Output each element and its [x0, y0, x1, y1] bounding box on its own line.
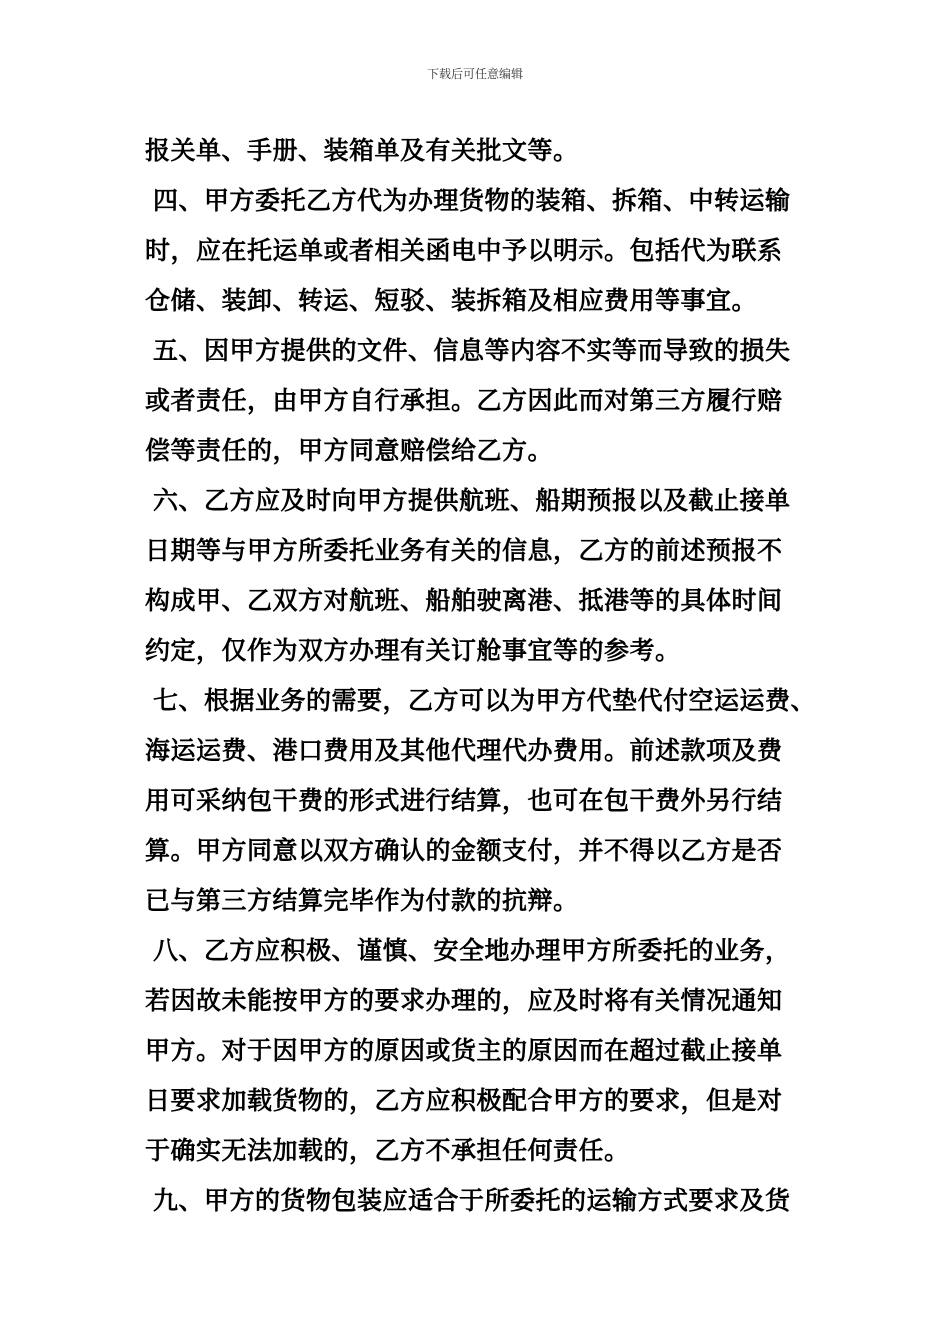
text-line: 约定，仅作为双方办理有关订舱事宜等的参考。 — [145, 636, 681, 665]
text-line: 用可采纳包干费的形式进行结算，也可在包干费外另行结 — [145, 786, 783, 815]
clause-start-line: 四、甲方委托乙方代为办理货物的装箱、拆箱、中转运输 — [153, 186, 791, 215]
text-line: 仓储、装卸、转运、短驳、装拆箱及相应费用等事宜。 — [145, 286, 758, 315]
text-line: 报关单、手册、装箱单及有关批文等。 — [145, 136, 579, 165]
text-line: 算。甲方同意以双方确认的金额支付，并不得以乙方是否 — [145, 836, 783, 865]
text-line: 时，应在托运单或者相关函电中予以明示。包括代为联系 — [145, 236, 783, 265]
page-header: 下载后可任意编辑 — [426, 67, 523, 81]
text-line: 已与第三方结算完毕作为付款的抗辩。 — [145, 886, 579, 915]
text-line: 构成甲、乙双方对航班、船舶驶离港、抵港等的具体时间 — [145, 586, 783, 615]
text-line: 海运运费、港口费用及其他代理代办费用。前述款项及费 — [145, 736, 783, 765]
text-line: 若因故未能按甲方的要求办理的，应及时将有关情况通知 — [145, 986, 783, 1015]
clause-start-line: 七、根据业务的需要，乙方可以为甲方代垫代付空运运费、 — [153, 686, 817, 715]
text-line: 日期等与甲方所委托业务有关的信息，乙方的前述预报不 — [145, 536, 783, 565]
clause-start-line: 六、乙方应及时向甲方提供航班、船期预报以及截止接单 — [153, 486, 791, 515]
clause-start-line: 八、乙方应积极、谨慎、安全地办理甲方所委托的业务， — [153, 936, 791, 965]
text-line: 偿等责任的，甲方同意赔偿给乙方。 — [145, 436, 554, 465]
text-line: 甲方。对于因甲方的原因或货主的原因而在超过截止接单 — [145, 1036, 783, 1065]
text-line: 日要求加载货物的，乙方应积极配合甲方的要求，但是对 — [145, 1086, 783, 1115]
text-line: 于确实无法加载的，乙方不承担任何责任。 — [145, 1136, 630, 1165]
clause-start-line: 九、甲方的货物包装应适合于所委托的运输方式要求及货 — [153, 1186, 791, 1215]
document-body — [145, 126, 835, 1226]
clause-start-line: 五、因甲方提供的文件、信息等内容不实等而导致的损失 — [153, 336, 791, 365]
text-line: 或者责任，由甲方自行承担。乙方因此而对第三方履行赔 — [145, 386, 783, 415]
